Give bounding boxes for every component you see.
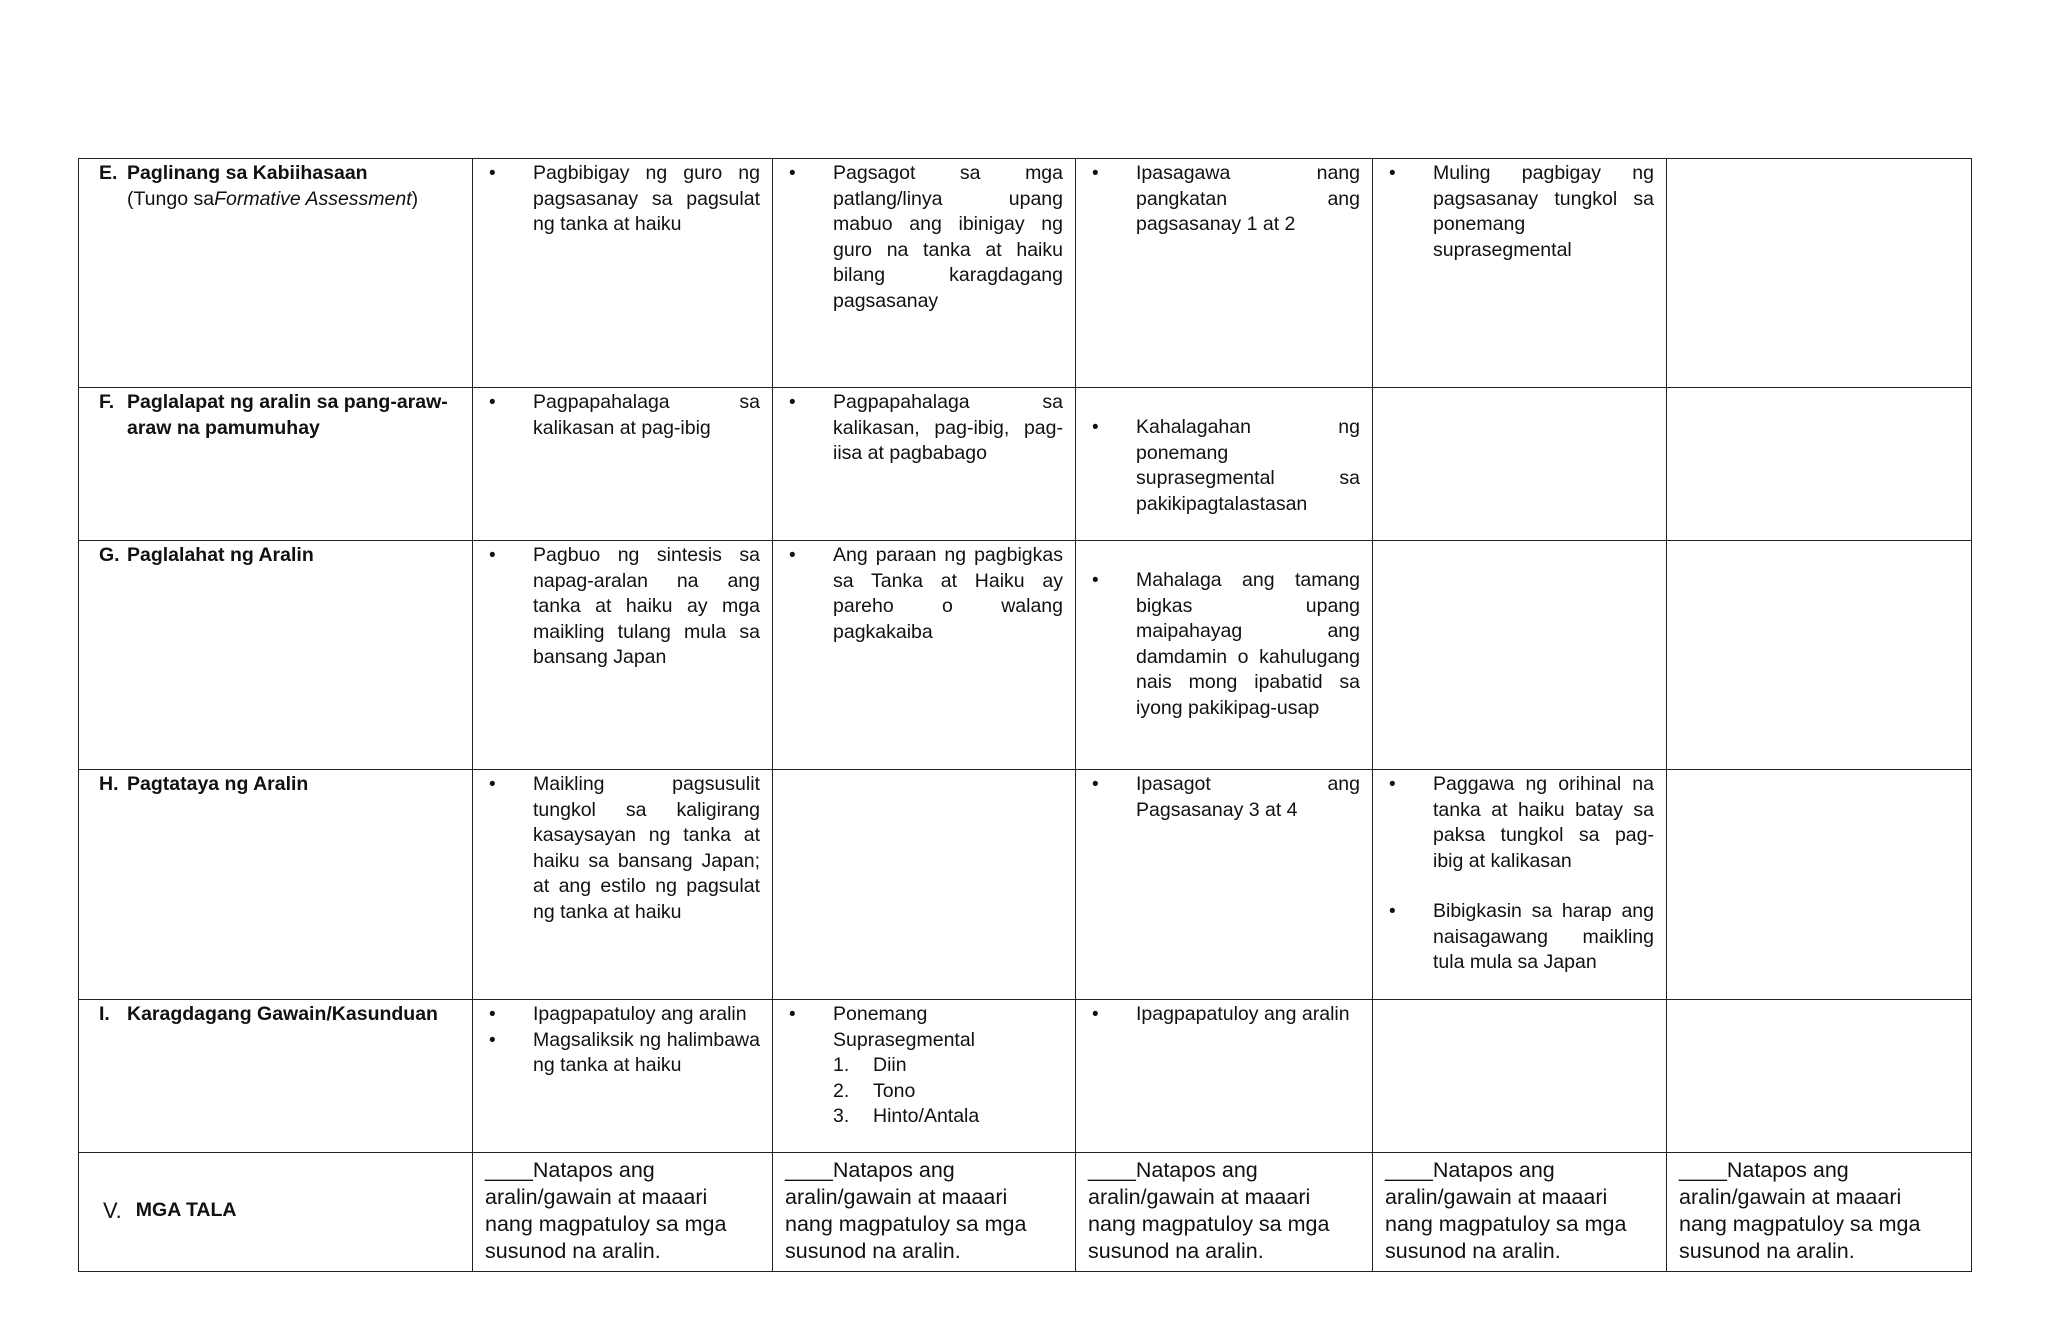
list-item: • Pagpapahalaga sa kalikasan at pag-ibig xyxy=(485,390,760,441)
cell-day-1 xyxy=(473,388,773,541)
list-item: • Paggawa ng orihinal na tanka at haiku batay sa paksa tungkol sa pag-ibig at kalikasan xyxy=(1385,772,1654,874)
cell-day-5 xyxy=(1667,770,1972,1000)
tala-cell-2: ____Natapos ang aralin/gawain at maaari nang magpatuloy sa mga susunod na aralin. xyxy=(773,1153,1076,1272)
table-row xyxy=(79,770,1972,1000)
cell-day-4 xyxy=(1373,159,1667,388)
cell-day-2 xyxy=(773,159,1076,388)
cell-day-3 xyxy=(1076,541,1373,770)
cell-day-3 xyxy=(1076,159,1373,388)
cell-day-4 xyxy=(1373,770,1667,1000)
cell-day-5 xyxy=(1667,541,1972,770)
cell-day-1 xyxy=(473,541,773,770)
table-row xyxy=(79,388,1972,541)
cell-day-5 xyxy=(1667,388,1972,541)
row-letter: F. xyxy=(99,391,115,413)
list-item: • Muling pagbigay ng pagsasanay tungkol sa ponemang suprasegmental xyxy=(1385,161,1654,263)
list-item: • Kahalagahan ng ponemang suprasegmental sa pakikipagtalastasan xyxy=(1088,415,1360,517)
cell-day-4 xyxy=(1373,1000,1667,1153)
tala-cell-4: ____Natapos ang aralin/gawain at maaari nang magpatuloy sa mga susunod na aralin. xyxy=(1373,1153,1667,1272)
cell-day-2 xyxy=(773,388,1076,541)
list-item: • Ipasagot ang Pagsasanay 3 at 4 xyxy=(1088,772,1360,823)
row-label-cell xyxy=(79,1000,473,1153)
tala-cell-5: ____Natapos ang aralin/gawain at maaari nang magpatuloy sa mga susunod na aralin. xyxy=(1667,1153,1972,1272)
row-title: Paglinang sa Kabiihasaan xyxy=(127,162,368,184)
cell-day-1 xyxy=(473,159,773,388)
table-row xyxy=(79,159,1972,388)
roman-numeral: V. xyxy=(103,1198,122,1224)
list-item: • Maikling pagsusulit tungkol sa kaligirang kasaysayan ng tanka at haiku sa bansang Japan; at ang estilo ng pagsulat ng tanka at haiku xyxy=(485,772,760,925)
list-item: • Ipagpapatuloy ang aralin xyxy=(1088,1002,1360,1028)
list-item: • Pagbibigay ng guro ng pagsasanay sa pagsulat ng tanka at haiku xyxy=(485,161,760,238)
list-item: • Ipagpapatuloy ang aralin xyxy=(485,1002,760,1028)
list-item: • Ipasagawa nang pangkatan ang pagsasanay 1 at 2 xyxy=(1088,161,1360,238)
list-item: • Pagpapahalaga sa kalikasan, pag-ibig, pag-iisa at pagbabago xyxy=(785,390,1063,467)
cell-day-1 xyxy=(473,770,773,1000)
list-item: • Ang paraan ng pagbigkas sa Tanka at Haiku ay pareho o walang pagkakaiba xyxy=(785,543,1063,645)
cell-day-2 xyxy=(773,541,1076,770)
row-label-cell xyxy=(79,1153,473,1272)
row-label-cell xyxy=(79,159,473,388)
cell-day-5 xyxy=(1667,159,1972,388)
table-row xyxy=(79,1000,1972,1153)
tala-cell-3: ____Natapos ang aralin/gawain at maaari nang magpatuloy sa mga susunod na aralin. xyxy=(1076,1153,1373,1272)
row-title: MGA TALA xyxy=(135,1199,237,1222)
lesson-plan-table xyxy=(78,158,1972,1272)
row-letter: H. xyxy=(99,773,119,795)
list-item: • Pagsagot sa mga patlang/linya upang mabuo ang ibinigay ng guro na tanka at haiku bilang karagdagang pagsasanay xyxy=(785,161,1063,314)
cell-day-2 xyxy=(773,1000,1076,1153)
row-subtitle: (Tungo saFormative Assessment) xyxy=(127,187,419,210)
row-title: Paglalahat ng Aralin xyxy=(127,544,314,566)
numbered-item: 2. Tono xyxy=(833,1079,916,1102)
row-title: Pagtataya ng Aralin xyxy=(127,773,309,795)
numbered-list xyxy=(785,1053,1063,1130)
tala-cell-1: ____Natapos ang aralin/gawain at maaari nang magpatuloy sa mga susunod na aralin. xyxy=(473,1153,773,1272)
cell-day-4 xyxy=(1373,388,1667,541)
list-item: • Bibigkasin sa harap ang naisagawang maikling tula mula sa Japan xyxy=(1385,899,1654,976)
cell-day-4 xyxy=(1373,541,1667,770)
list-item: • Ponemang Suprasegmental xyxy=(785,1002,1063,1053)
row-title: Paglalapat ng aralin sa pang-araw-araw na pamumuhay xyxy=(127,391,448,439)
row-label-cell xyxy=(79,770,473,1000)
numbered-item: 1. Diin xyxy=(833,1054,907,1076)
row-letter: G. xyxy=(99,544,120,566)
list-item: • Mahalaga ang tamang bigkas upang maipahayag ang damdamin o kahulugang nais mong ipabatid sa iyong pakikipag-usap xyxy=(1088,568,1360,721)
cell-day-5 xyxy=(1667,1000,1972,1153)
table-row xyxy=(79,541,1972,770)
cell-day-1 xyxy=(473,1000,773,1153)
table-row-tala xyxy=(79,1153,1972,1272)
row-letter: I. xyxy=(99,1003,110,1025)
row-title: Karagdagang Gawain/Kasunduan xyxy=(127,1003,438,1025)
cell-day-2 xyxy=(773,770,1076,1000)
row-label-cell xyxy=(79,388,473,541)
row-letter: E. xyxy=(99,162,118,184)
list-item: • Pagbuo ng sintesis sa napag-aralan na ang tanka at haiku ay mga maikling tulang mula sa bansang Japan xyxy=(485,543,760,671)
cell-day-3 xyxy=(1076,770,1373,1000)
cell-day-3 xyxy=(1076,1000,1373,1153)
cell-day-3 xyxy=(1076,388,1373,541)
numbered-item: 3. Hinto/Antala xyxy=(833,1105,980,1127)
list-item: • Magsaliksik ng halimbawa ng tanka at haiku xyxy=(485,1028,760,1079)
row-label-cell xyxy=(79,541,473,770)
